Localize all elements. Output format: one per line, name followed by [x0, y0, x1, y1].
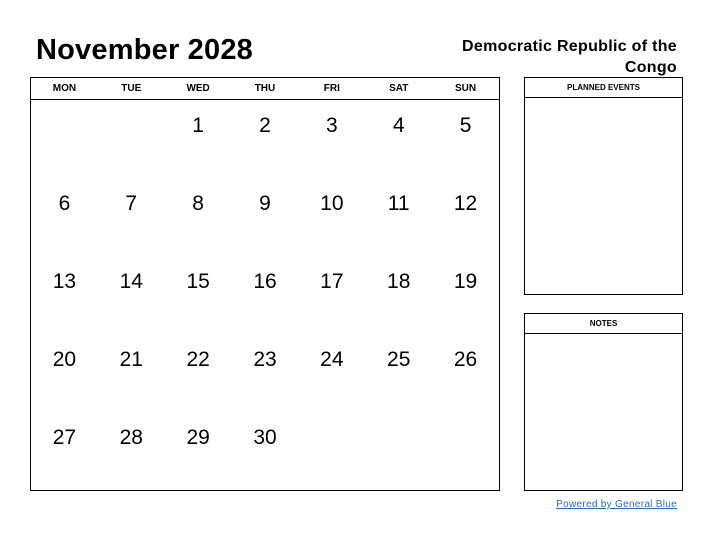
day-cell: 22 — [186, 348, 210, 371]
powered-by-link[interactable]: Powered by General Blue — [556, 499, 677, 510]
day-cell: 23 — [253, 348, 277, 371]
day-cell: 9 — [259, 192, 271, 215]
day-cell: 3 — [326, 114, 338, 137]
notes-panel — [524, 313, 683, 491]
weekday-label: SAT — [389, 83, 409, 94]
weekday-label: THU — [254, 83, 276, 94]
day-cell: 7 — [125, 192, 138, 215]
month-title: November 2028 — [36, 34, 253, 66]
day-cell: 17 — [320, 270, 344, 293]
day-cell: 13 — [52, 270, 77, 293]
day-cell: 11 — [387, 192, 410, 215]
empty-day-cell — [31, 100, 98, 178]
day-cell: 12 — [453, 192, 478, 215]
empty-day-cell — [365, 412, 432, 490]
day-cell: 6 — [58, 192, 71, 215]
day-cell: 20 — [52, 348, 77, 371]
day-cell: 30 — [253, 426, 277, 449]
day-cell: 1 — [192, 114, 204, 137]
day-cell: 14 — [119, 270, 143, 293]
day-cell: 28 — [119, 426, 143, 449]
day-cell: 19 — [453, 270, 478, 293]
weekday-label: FRI — [323, 83, 340, 94]
day-cell: 2 — [259, 114, 271, 137]
weekday-label: TUE — [121, 83, 142, 94]
planned-events-panel — [524, 77, 683, 295]
day-cell: 4 — [392, 114, 405, 137]
empty-day-cell — [432, 412, 499, 490]
weekday-label: SUN — [455, 83, 477, 94]
day-cells — [31, 100, 499, 490]
day-cell: 8 — [192, 192, 204, 215]
planned-events-title: PLANNED EVENTS — [525, 78, 682, 98]
day-cell: 15 — [186, 270, 210, 293]
empty-day-cell — [98, 100, 165, 178]
weekday-label: WED — [186, 83, 210, 94]
notes-title: NOTES — [525, 314, 682, 334]
calendar-grid — [30, 77, 500, 491]
day-cell: 25 — [387, 348, 411, 371]
weekday-label: MON — [52, 83, 77, 94]
weekday-header — [31, 78, 499, 100]
day-cell: 21 — [119, 348, 143, 371]
day-cell: 24 — [320, 348, 344, 371]
day-cell: 18 — [387, 270, 411, 293]
day-cell: 5 — [459, 114, 472, 137]
empty-day-cell — [298, 412, 365, 490]
day-cell: 10 — [320, 192, 344, 215]
day-cell: 26 — [453, 348, 478, 371]
day-cell: 27 — [52, 426, 77, 449]
day-cell: 29 — [186, 426, 210, 449]
country-name: Democratic Republic of the Congo — [462, 38, 677, 76]
day-cell: 16 — [253, 270, 277, 293]
